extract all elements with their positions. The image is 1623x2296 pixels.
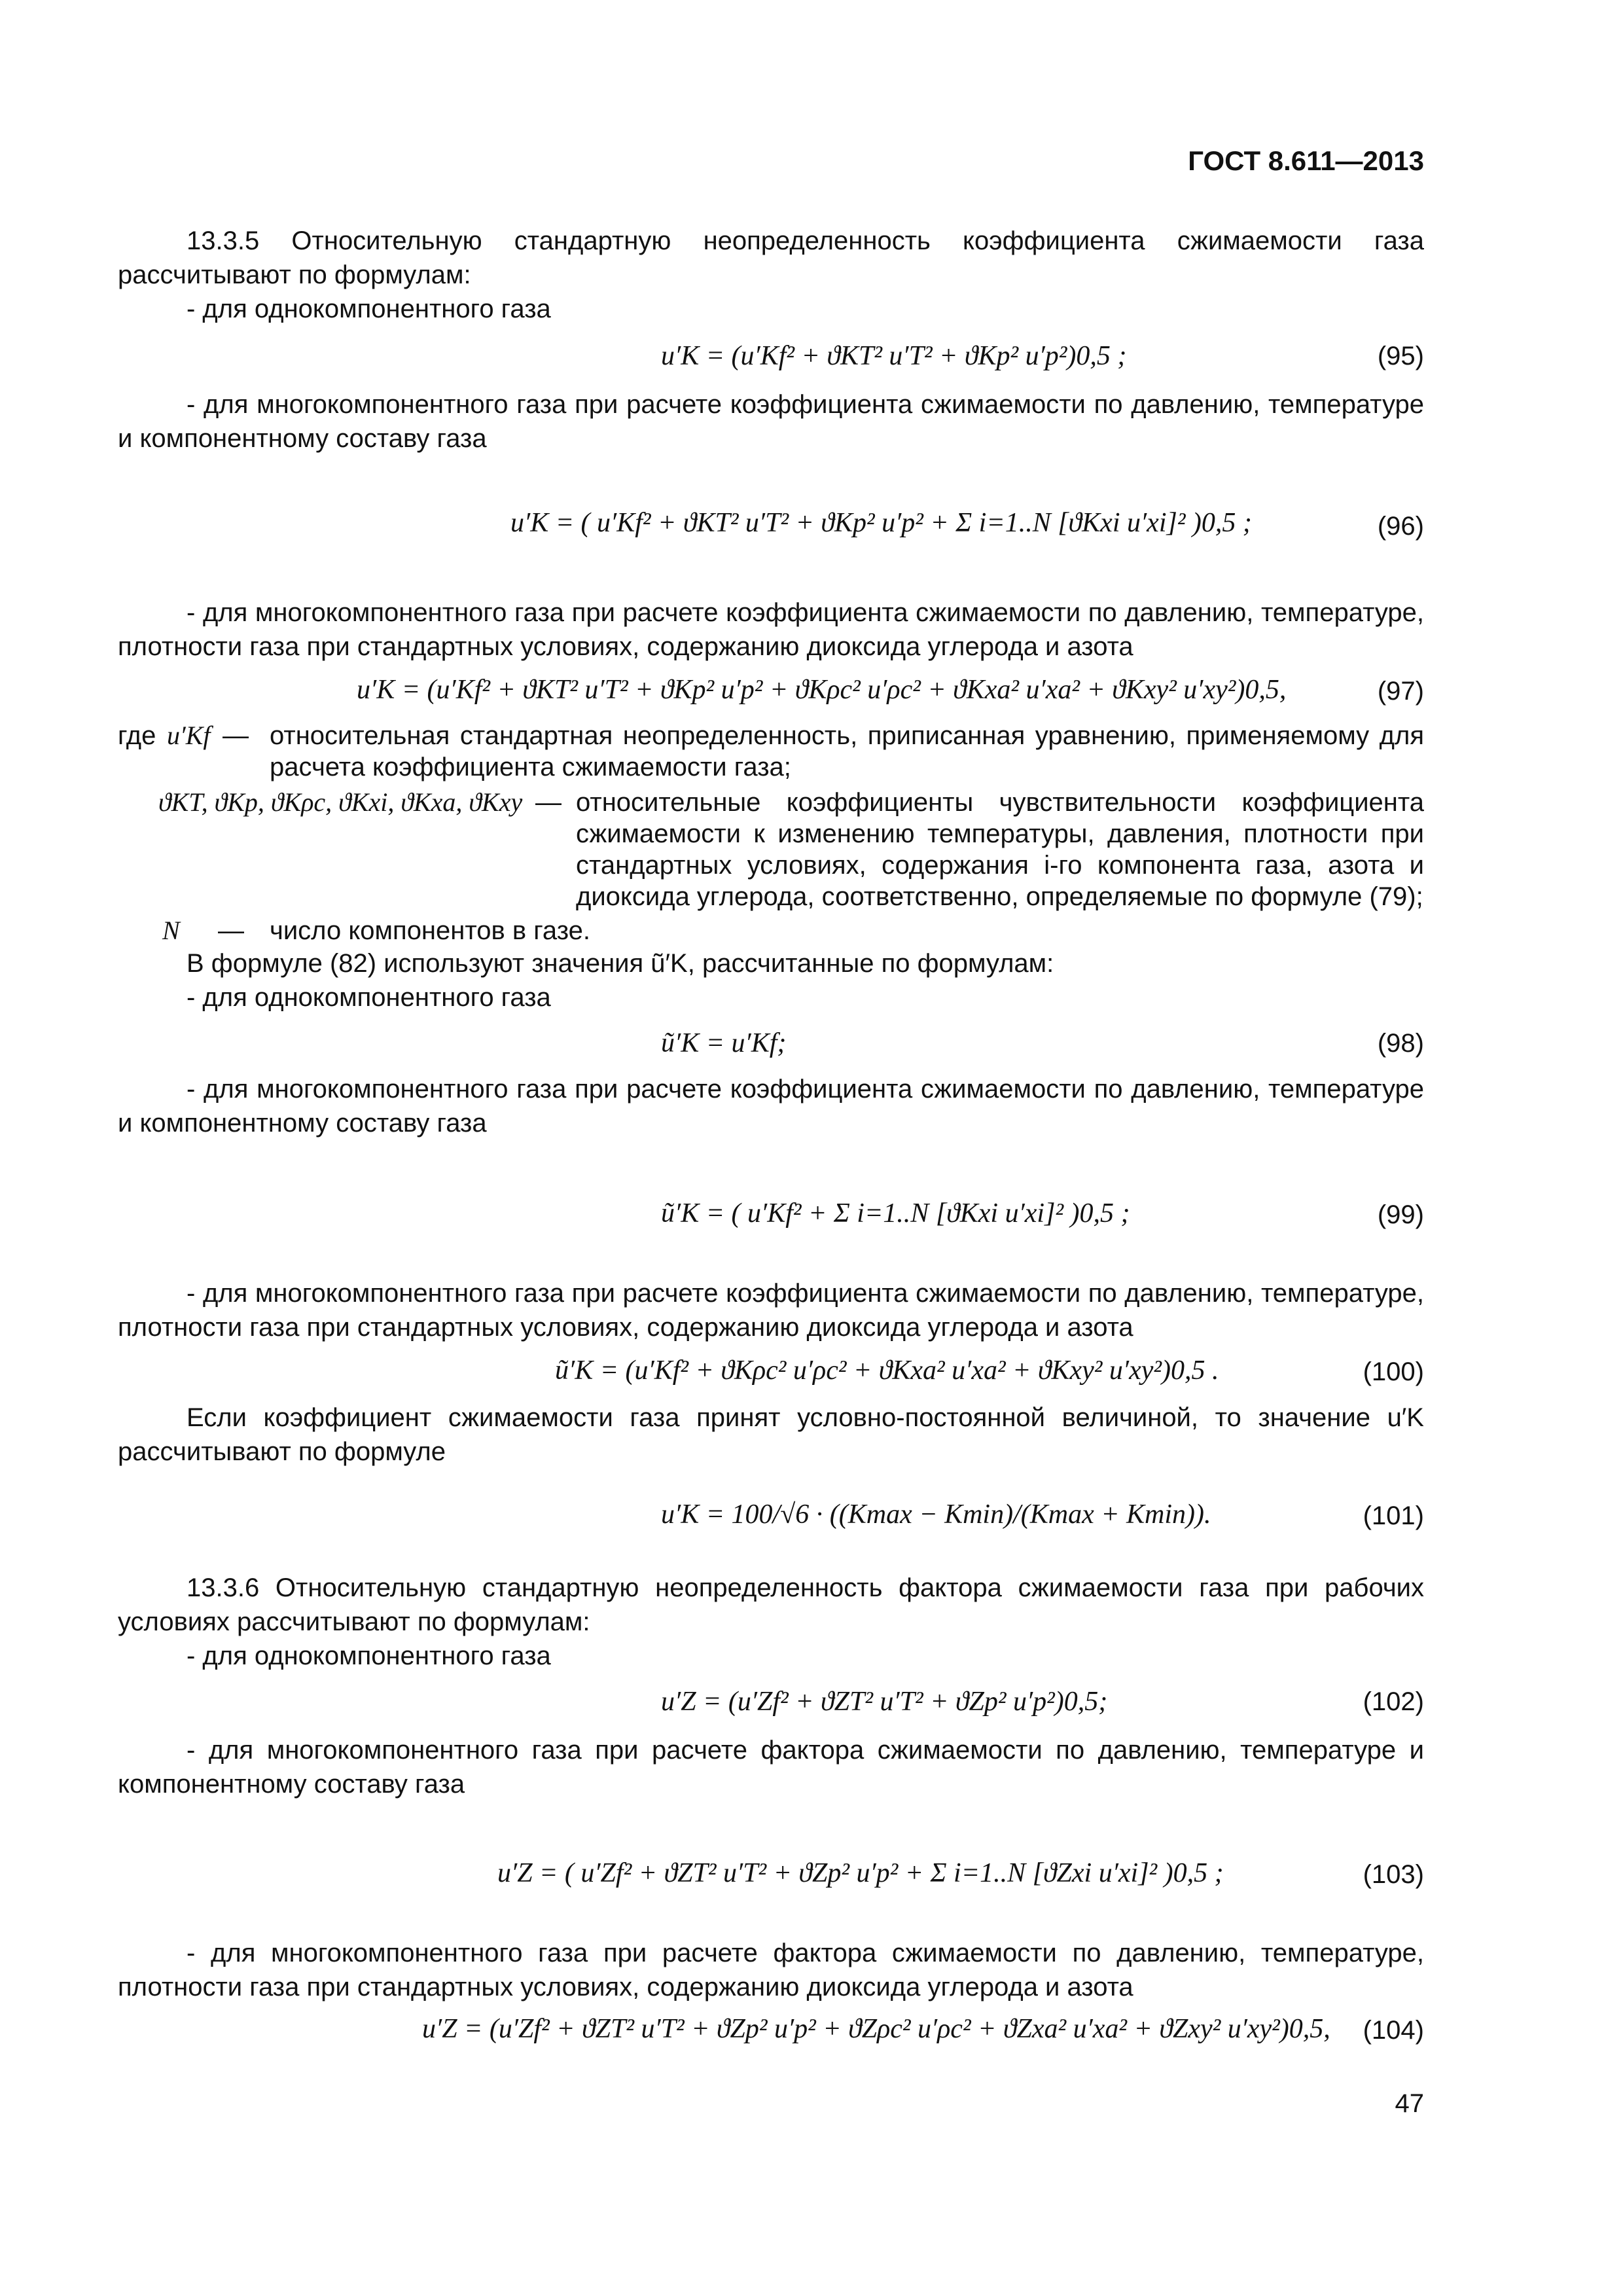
formula-101: u′K = 100/√6 · ((Kmax − Kmin)/(Kmax + Kmin)). <box>661 1499 1211 1530</box>
equation-number-99: (99) <box>1377 1200 1424 1229</box>
definition-term-n: N <box>162 916 180 945</box>
single-component-label-2: - для однокомпонентного газа <box>187 983 551 1012</box>
equation-number-101: (101) <box>1363 1501 1424 1530</box>
formula-99: ũ′K = ( u′Kf² + Σ i=1..N [ϑKxi u′xi]² )0,5 ; <box>661 1198 1130 1229</box>
definition-dash: — <box>218 916 244 945</box>
standard-header: ГОСТ 8.611—2013 <box>1188 145 1424 176</box>
definition-text-n: число компонентов в газе. <box>270 916 590 945</box>
definition-dash: — <box>223 721 249 750</box>
multi-component-density-text-3: - для многокомпонентного газа при расчете фактора сжимаемости по давлению, температуре, плотности газа при стандартных условиях, содержанию диоксида углерода и азота <box>118 1939 1424 2001</box>
formula-97: u′K = (u′Kf² + ϑKT² u′T² + ϑKp² u′p² + ϑKρc² u′ρc² + ϑKxa² u′xa² + ϑKxy² u′xy²)0,5, <box>357 675 1287 705</box>
formula-98: ũ′K = u′Kf; <box>661 1028 787 1058</box>
formula-82-note: В формуле (82) используют значения ũ′K, рассчитанные по формулам: <box>187 949 1054 978</box>
definition-text-sensitivity: относительные коэффициенты чувствительности коэффициента сжимаемости к изменению температуры, давления, плотности при стандартных условиях, содержания i-го компонента газа, азота и диоксида углерода, соответственно, определяемые по формуле (79); <box>576 788 1424 911</box>
equation-number-102: (102) <box>1363 1687 1424 1716</box>
definition-dash: — <box>535 788 562 817</box>
section-13-3-6-intro: 13.3.6 Относительную стандартную неопределенность фактора сжимаемости газа при рабочих условиях рассчитывают по формулам: <box>118 1573 1424 1636</box>
multi-component-ptc-text: - для многокомпонентного газа при расчете коэффициента сжимаемости по давлению, температуре и компонентному составу газа <box>118 390 1424 453</box>
single-component-label-3: - для однокомпонентного газа <box>187 1641 551 1670</box>
definition-term-sensitivity: ϑKT, ϑKp, ϑKρc, ϑKxi, ϑKxa, ϑKxy <box>158 787 523 817</box>
single-component-label: - для однокомпонентного газа <box>187 295 551 323</box>
page-number: 47 <box>1395 2089 1424 2118</box>
equation-number-104: (104) <box>1363 2016 1424 2045</box>
definition-term-ukf: u′Kf <box>167 721 211 750</box>
formula-96: u′K = ( u′Kf² + ϑKT² u′T² + ϑKp² u′p² + Σ i=1..N [ϑKxi u′xi]² )0,5 ; <box>510 508 1252 538</box>
multi-component-density-text: - для многокомпонентного газа при расчете коэффициента сжимаемости по давлению, температуре, плотности газа при стандартных условиях, содержанию диоксида углерода и азота <box>118 598 1424 661</box>
equation-number-103: (103) <box>1363 1860 1424 1889</box>
equation-number-97: (97) <box>1377 677 1424 706</box>
formula-102: u′Z = (u′Zf² + ϑZT² u′T² + ϑZp² u′p²)0,5; <box>661 1687 1108 1717</box>
formula-100: ũ′K = (u′Kf² + ϑKρc² u′ρc² + ϑKxa² u′xa² + ϑKxy² u′xy²)0,5 . <box>555 1355 1219 1386</box>
constant-coefficient-text: Если коэффициент сжимаемости газа принят условно-постоянной величиной, то значение u′K рассчитывают по формуле <box>118 1403 1424 1466</box>
formula-104: u′Z = (u′Zf² + ϑZT² u′T² + ϑZp² u′p² + ϑZρc² u′ρc² + ϑZxa² u′xa² + ϑZxy² u′xy²)0,5, <box>422 2014 1330 2044</box>
equation-number-95: (95) <box>1377 342 1424 370</box>
equation-number-96: (96) <box>1377 512 1424 541</box>
equation-number-100: (100) <box>1363 1357 1424 1386</box>
where-label: где <box>118 721 156 750</box>
formula-95: u′K = (u′Kf² + ϑKT² u′T² + ϑKp² u′p²)0,5 ; <box>661 341 1127 371</box>
multi-component-density-text-2: - для многокомпонентного газа при расчете коэффициента сжимаемости по давлению, температуре, плотности газа при стандартных условиях, содержанию диоксида углерода и азота <box>118 1279 1424 1342</box>
definition-text-ukf: относительная стандартная неопределенность, приписанная уравнению, применяемому для расчета коэффициента сжимаемости газа; <box>270 721 1424 781</box>
multi-component-ptc-text-3: - для многокомпонентного газа при расчете фактора сжимаемости по давлению, температуре и компонентному составу газа <box>118 1736 1424 1799</box>
formula-103: u′Z = ( u′Zf² + ϑZT² u′T² + ϑZp² u′p² + Σ i=1..N [ϑZxi u′xi]² )0,5 ; <box>497 1858 1224 1888</box>
multi-component-ptc-text-2: - для многокомпонентного газа при расчете коэффициента сжимаемости по давлению, температуре и компонентному составу газа <box>118 1075 1424 1138</box>
equation-number-98: (98) <box>1377 1029 1424 1058</box>
section-13-3-5-intro: 13.3.5 Относительную стандартную неопределенность коэффициента сжимаемости газа рассчитывают по формулам: <box>118 226 1424 289</box>
